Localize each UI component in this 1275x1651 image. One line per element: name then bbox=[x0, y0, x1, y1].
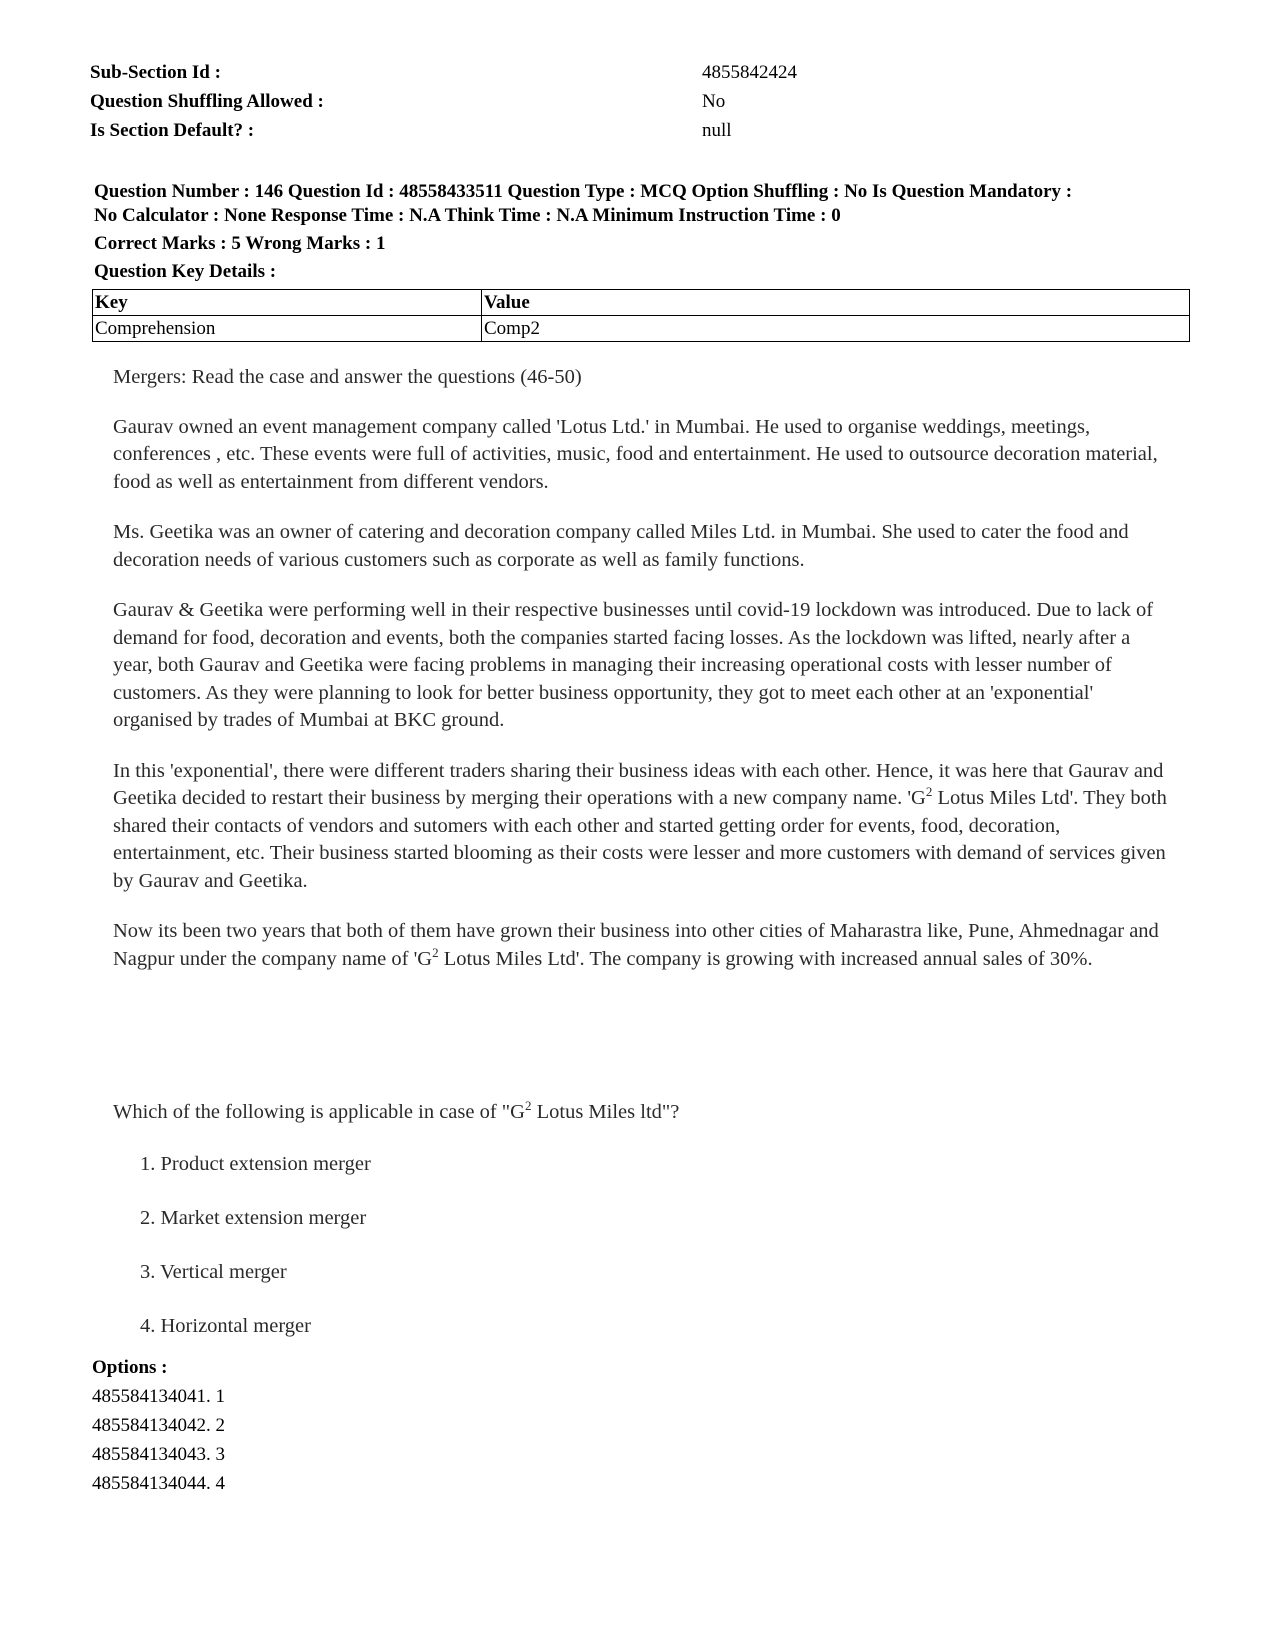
question-text-part: Lotus Miles ltd"? bbox=[531, 1101, 680, 1123]
meta-label: Is Section Default? : bbox=[90, 120, 255, 141]
key-table-header-row bbox=[93, 290, 1190, 316]
key-table-header-value: Value bbox=[482, 290, 1190, 316]
key-table-cell-key: Comprehension bbox=[93, 316, 482, 342]
passage-text: Now its been two years that both of them have grown their business into other cities of Maharastra like, Pune, Ahmednagar and Nagpur under the company name of 'G bbox=[113, 920, 1159, 970]
question-key-table bbox=[92, 289, 1190, 342]
option-item: 485584134042. 2 bbox=[92, 1415, 225, 1436]
meta-value: No bbox=[702, 91, 726, 112]
list-item: 3. Vertical merger bbox=[140, 1261, 287, 1283]
passage-text: In this 'exponential', there were different traders sharing their business ideas with each other. Hence, it was here that Gaurav and Geetika decided to restart their business by merging their operations with a new company name. 'G bbox=[113, 759, 1164, 809]
passage-text: Lotus Miles Ltd'. The company is growing with increased annual sales of 30%. bbox=[438, 947, 1093, 970]
options-label: Options : bbox=[92, 1357, 168, 1378]
meta-label: Question Shuffling Allowed : bbox=[90, 91, 324, 112]
passage-title: Mergers: Read the case and answer the questions (46-50) bbox=[113, 366, 582, 388]
option-item: 485584134041. 1 bbox=[92, 1386, 225, 1407]
passage-text: Lotus Miles Ltd'. They both shared their contacts of vendors and sutomers with each other and started getting order for events, food, decoration, entertainment, etc. Their business started blooming as their costs were lesser and more customers with demand of services given by Gaurav and Geetika. bbox=[113, 787, 1167, 892]
list-item: 2. Market extension merger bbox=[140, 1207, 367, 1229]
key-table-cell-value: Comp2 bbox=[482, 316, 1190, 342]
superscript: 2 bbox=[432, 944, 439, 960]
question-text bbox=[113, 1098, 1173, 1126]
superscript: 2 bbox=[925, 784, 933, 799]
option-item: 485584134044. 4 bbox=[92, 1473, 225, 1494]
question-header-line-1: Question Number : 146 Question Id : 48558433511 Question Type : MCQ Option Shuffling : No Is Question Mandatory : bbox=[94, 181, 1073, 202]
meta-label: Sub-Section Id : bbox=[90, 62, 221, 83]
options-block bbox=[92, 1353, 225, 1498]
list-item: 1. Product extension merger bbox=[140, 1153, 371, 1175]
table-row bbox=[93, 316, 1190, 342]
question-header bbox=[94, 180, 1204, 284]
option-item: 485584134043. 3 bbox=[92, 1444, 225, 1465]
passage-paragraph-3: Gaurav & Geetika were performing well in their respective businesses until covid-19 lockdown was introduced. Due to lack of demand for food, decoration and events, both the companies started facing losses. As the lockdown was lifted, nearly after a year, both Gaurav and Geetika were facing problems in managing their increasing operational costs with lesser number of customers. As they were planning to look for better business opportunity, they got to meet each other at an 'exponential' organised by trades of Mumbai at BKC ground. bbox=[113, 599, 1154, 731]
question-marks: Correct Marks : 5 Wrong Marks : 1 bbox=[94, 233, 386, 254]
meta-value: 4855842424 bbox=[702, 62, 797, 83]
passage-paragraph-5 bbox=[113, 918, 1173, 973]
case-passage bbox=[113, 364, 1173, 996]
passage-paragraph-2: Ms. Geetika was an owner of catering and decoration company called Miles Ltd. in Mumbai. She used to cater the food and decoration needs of various customers such as corporate as well as family functions. bbox=[113, 521, 1129, 571]
question-header-line-2: No Calculator : None Response Time : N.A Think Time : N.A Minimum Instruction Time : 0 bbox=[94, 205, 841, 226]
superscript: 2 bbox=[524, 1098, 532, 1113]
passage-paragraph-1: Gaurav owned an event management company called 'Lotus Ltd.' in Mumbai. He used to organise weddings, meetings, conferences , etc. These events were full of activities, music, food and entertainment. He used to outsource decoration material, food as well as entertainment from different vendors. bbox=[113, 415, 1158, 493]
section-meta bbox=[90, 58, 1190, 145]
meta-row-subsection-id bbox=[90, 58, 1190, 87]
question-key-details-label: Question Key Details : bbox=[94, 261, 277, 282]
meta-row-question-shuffling bbox=[90, 87, 1190, 116]
passage-paragraph-4 bbox=[113, 758, 1173, 896]
answer-choices bbox=[140, 1150, 1040, 1366]
meta-row-section-default bbox=[90, 116, 1190, 145]
key-table-header-key: Key bbox=[93, 290, 482, 316]
list-item: 4. Horizontal merger bbox=[140, 1315, 311, 1337]
meta-value: null bbox=[702, 120, 732, 141]
question-text-part: Which of the following is applicable in case of "G bbox=[113, 1101, 525, 1123]
